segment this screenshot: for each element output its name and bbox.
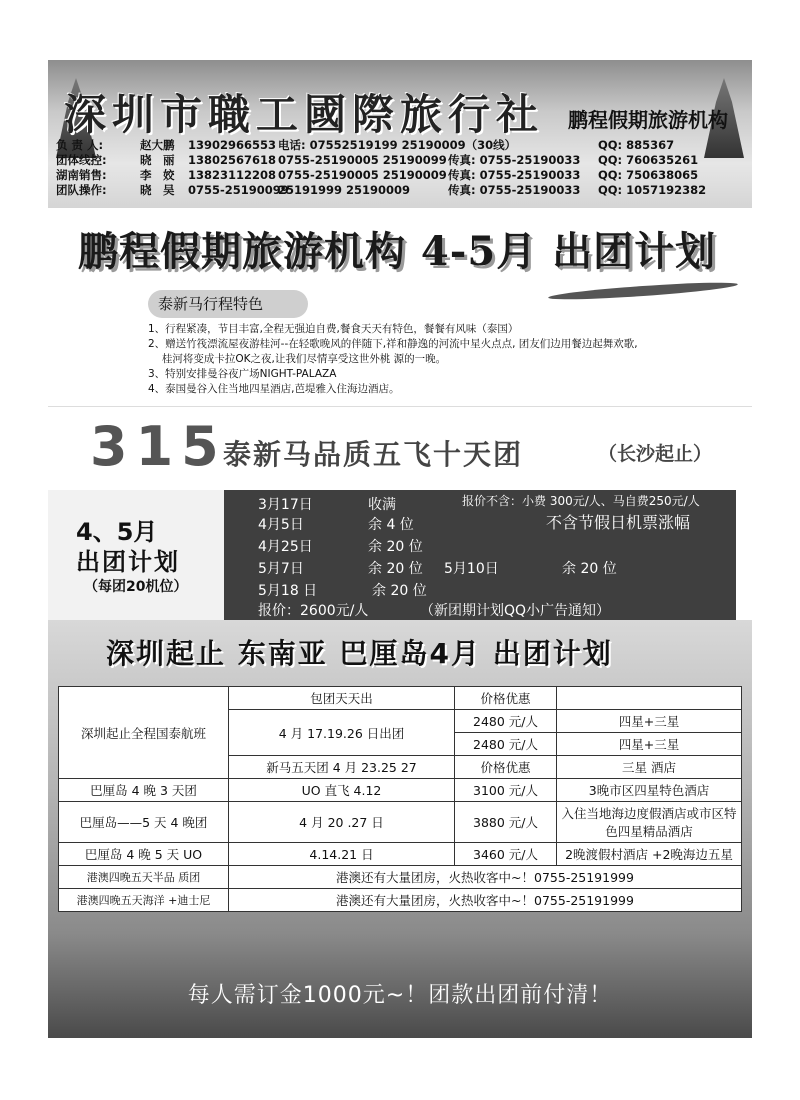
table-cell: 巴厘岛——5 天 4 晚团	[59, 802, 229, 843]
table-cell: 巴厘岛 4 晚 3 天团	[59, 779, 229, 802]
table-cell: 2晚渡假村酒店 +2晚海边五星	[557, 843, 742, 866]
table-cell: 港澳还有大量团房，火热收客中~！0755-25191999	[229, 866, 742, 889]
table-cell: 港澳四晚五天海洋 +迪士尼	[59, 889, 229, 912]
price-note: （新团期计划QQ小广告通知）	[420, 603, 611, 619]
price-exclusion: 报价不含：小费 300元/人、马自费250元/人	[462, 494, 700, 508]
contact-row: 湖南销售: 李 姣 13823112208 0755-25190005 25190009 传真: 0755-25190033 QQ: 750638065	[56, 168, 699, 182]
table-cell: 港澳四晚五天半品 质团	[59, 866, 229, 889]
table-cell: 四星+三星	[557, 710, 742, 733]
table-cell: 入住当地海边度假酒店或市区特色四星精品酒店	[557, 802, 742, 843]
table-row	[59, 866, 742, 889]
table-cell: 价格优惠	[455, 687, 557, 710]
schedule-title: 出团计划	[76, 548, 180, 576]
departure-date: 4月25日	[258, 539, 313, 555]
contact-row: 负 责 人: 赵大鹏 13902966553 电话: 07552519199 25190009（30线） QQ: 885367	[56, 138, 675, 152]
table-cell: 3880 元/人	[455, 802, 557, 843]
features-list	[148, 322, 738, 397]
seat-status: 余 20 位	[372, 583, 427, 599]
contact-row: 团队操作: 晓 吴 0755-25190099 25191999 25190009 传真: 0755-25190033 QQ: 1057192382	[56, 183, 707, 197]
table-cell: 价格优惠	[455, 756, 557, 779]
table-cell: 3460 元/人	[455, 843, 557, 866]
seat-status: 余 20 位	[368, 539, 423, 555]
departure-date: 4月5日	[258, 517, 304, 533]
feature-item: 3、特别安排曼谷夜广场NIGHT-PALAZA	[148, 368, 337, 380]
agency-subtitle: 鹏程假期旅游机构	[568, 108, 728, 132]
features-label: 泰新马行程特色	[148, 290, 308, 318]
table-cell: 深圳起止全程国泰航班	[59, 687, 229, 779]
table-cell: 新马五天团 4 月 23.25 27	[229, 756, 455, 779]
price-exclusion-2: 不含节假日机票涨幅	[546, 513, 691, 532]
tour-price: 报价：2600元/人	[258, 603, 369, 619]
table-cell: UO 直飞 4.12	[229, 779, 455, 802]
table-row	[59, 779, 742, 802]
departure-date: 3月17日	[258, 497, 313, 513]
sea-section-title: 深圳起止 东南亚 巴厘岛4月 出团计划	[106, 637, 613, 670]
contact-row: 团体线控: 晓 丽 13802567618 0755-25190005 25190099 传真: 0755-25190033 QQ: 760635261	[56, 153, 699, 167]
main-title: 鹏程假期旅游机构 4-5月 出团计划	[78, 228, 717, 275]
table-cell: 4.14.21 日	[229, 843, 455, 866]
schedule-heading	[48, 490, 224, 620]
schedule-seats: （每团20机位）	[84, 579, 188, 595]
feature-item: 桂河将变成卡拉OK之夜,让我们尽情享受这世外桃 源的一晚。	[148, 353, 447, 365]
seat-status: 收满	[368, 497, 396, 513]
table-row	[59, 843, 742, 866]
tour-name: 泰新马品质五飞十天团	[223, 438, 524, 471]
feature-item: 4、泰国曼谷入住当地四星酒店,芭堤雅入住海边酒店。	[148, 383, 400, 395]
table-cell: 4 月 17.19.26 日出团	[229, 710, 455, 756]
seat-status: 余 20 位	[368, 561, 423, 577]
agency-name: 深圳市職工國際旅行社	[64, 90, 545, 139]
flyer-page	[48, 60, 752, 1038]
schedule-months: 4、5月	[76, 518, 158, 546]
table-cell: 港澳还有大量团房，火热收客中~！0755-25191999	[229, 889, 742, 912]
table-cell: 2480 元/人	[455, 710, 557, 733]
header-banner	[48, 60, 752, 208]
table-row	[59, 687, 742, 710]
feature-item: 2、赠送竹筏漂流屋夜游桂河--在轻歌晚风的伴随下,祥和静逸的河流中星火点点, 团友们边用餐边起舞欢歌,	[148, 338, 638, 350]
departure-date: 5月18 日	[258, 583, 318, 599]
tour-banner	[48, 406, 752, 489]
table-row	[59, 889, 742, 912]
table-cell: 巴厘岛 4 晚 5 天 UO	[59, 843, 229, 866]
departure-date: 5月10日	[444, 561, 499, 577]
deposit-notice: 每人需订金1000元~！团款出团前付清！	[187, 983, 613, 1008]
table-cell: 2480 元/人	[455, 733, 557, 756]
price-table	[58, 686, 742, 912]
table-cell	[557, 687, 742, 710]
table-row	[59, 802, 742, 843]
table-cell: 4 月 20 .27 日	[229, 802, 455, 843]
seat-status: 余 20 位	[562, 561, 617, 577]
feature-item: 1、行程紧凑，节目丰富,全程无强迫自费,餐食天天有特色，餐餐有风味（泰国）	[148, 323, 519, 335]
table-cell: 四星+三星	[557, 733, 742, 756]
seat-status: 余 4 位	[368, 517, 414, 533]
departure-date: 5月7日	[258, 561, 304, 577]
table-cell: 3100 元/人	[455, 779, 557, 802]
schedule-panel	[224, 490, 736, 620]
table-cell: 包团天天出	[229, 687, 455, 710]
table-cell: 三星 酒店	[557, 756, 742, 779]
tour-city: （长沙起止）	[598, 443, 713, 465]
contact-list	[56, 138, 746, 198]
swoosh-decoration	[548, 279, 738, 302]
table-cell: 3晚市区四星特色酒店	[557, 779, 742, 802]
tour-code: 315	[90, 415, 227, 478]
